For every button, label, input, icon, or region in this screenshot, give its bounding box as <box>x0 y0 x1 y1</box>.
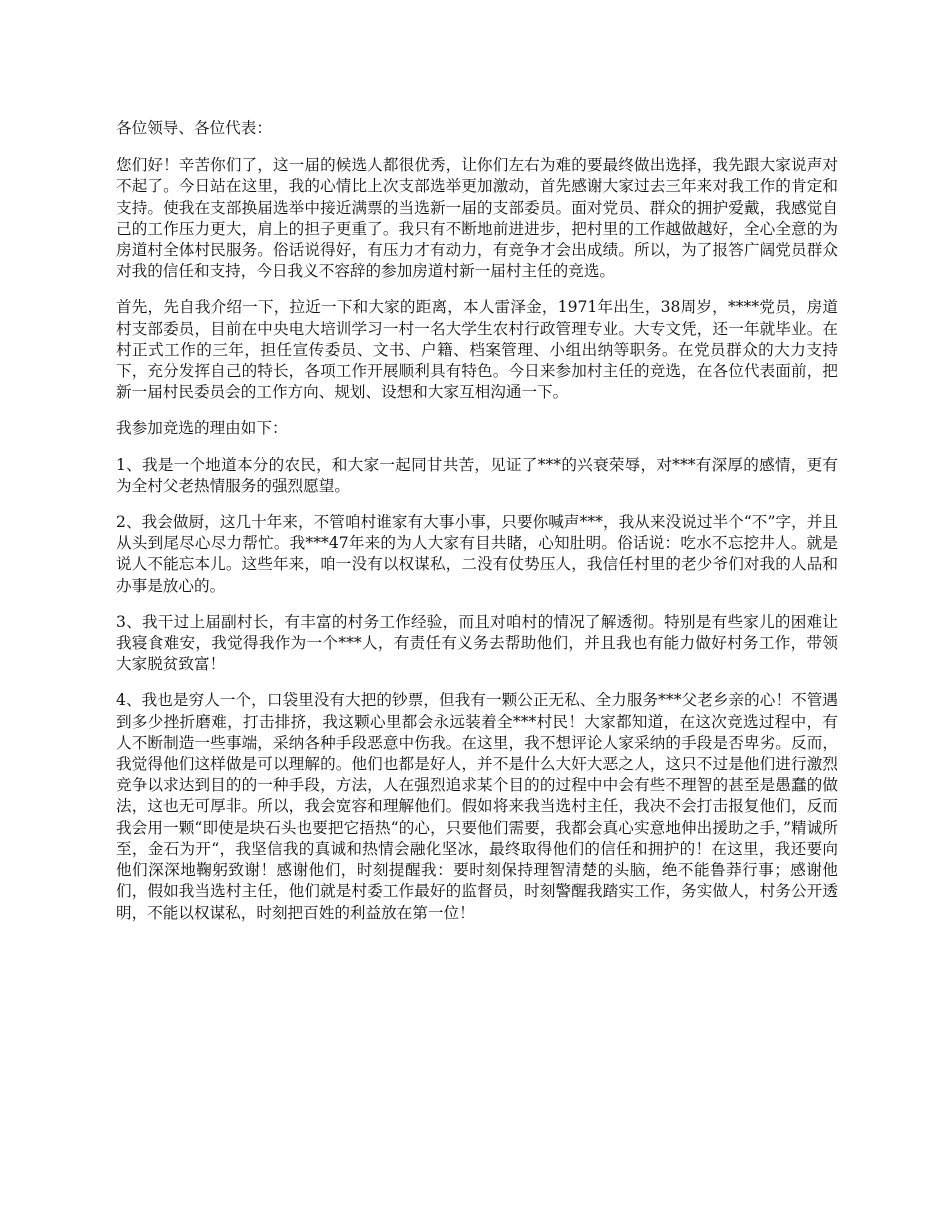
paragraph-reason-3: 3、我干过上届副村长，有丰富的村务工作经验，而且对咱村的情况了解透彻。特别是有些家儿的困难让我寝食难安，我觉得我作为一个***人，有责任有义务去帮助他们，并且我也有能力做好村务工作，带领大家脱贫致富！ <box>116 612 838 674</box>
paragraph-reasons-heading: 我参加竞选的理由如下： <box>116 419 288 438</box>
paragraph-reason-4: 4、我也是穷人一个，口袋里没有大把的钞票，但我有一颗公正无私、全力服务***父老乡亲的心！不管遇到多少挫折磨难，打击排挤，我这颗心里都会永远装着全***村民！大家都知道，在这次竞选过程中，有人不断制造一些事端，采纳各种手段恶意中伤我。在这里，我不想评论人家采纳的手段是否卑劣。反而，我觉得他们这样做是可以理解的。他们也都是好人，并不是什么大奸大恶之人，这只不过是他们进行激烈竞争以求达到目的的一种手段，方法，人在强烈追求某个目的的过程中中会有些不理智的甚至是愚蠢的做法，这也无可厚非。所以，我会宽容和理解他们。假如将来我当选村主任，我决不会打击报复他们，反而我会用一颗“即使是块石头也要把它捂热“的心，只要他们需要，我都会真心实意地伸出援助之手，”精诚所至，金石为开“，我坚信我的真诚和热情会融化坚冰，最终取得他们的信任和拥护的！在这里，我还要向他们深深地鞠躬致谢！感谢他们，时刻提醒我：要时刻保持理智清楚的头脑，绝不能鲁莽行事；感谢他们，假如我当选村主任，他们就是村委工作最好的监督员，时刻警醒我踏实工作，务实做人，村务公开透明，不能以权谋私，时刻把百姓的利益放在第一位！ <box>116 691 838 922</box>
document-body <box>116 118 838 939</box>
salutation: 各位领导、各位代表： <box>116 119 272 137</box>
paragraph-greeting: 您们好！辛苦你们了，这一届的候选人都很优秀，让你们左右为难的要最终做出选择，我先跟大家说声对不起了。今日站在这里，我的心情比上次支部选举更加激动，首先感谢大家过去三年来对我工作的肯定和支持。使我在支部换届选举中接近满票的当选新一届的支部委员。面对党员、群众的拥护爱戴，我感觉自己的工作压力更大，肩上的担子更重了。我只有不断地前进进步，把村里的工作越做越好，全心全意的为房道村全体村民服务。俗话说得好，有压力才有动力，有竞争才会出成绩。所以，为了报答广阔党员群众对我的信任和支持，今日我义不容辞的参加房道村新一届村主任的竞选。 <box>116 156 838 281</box>
paragraph-reason-2: 2、我会做厨，这几十年来，不管咱村谁家有大事小事，只要你喊声***，我从来没说过半个“不”字，并且从头到尾尽心尽力帮忙。我***47年来的为人大家有目共睹，心知肚明。俗话说：吃水不忘挖井人。就是说人不能忘本儿。这些年来，咱一没有以权谋私，二没有仗势压人，我信任村里的老少爷们对我的人品和办事是放心的。 <box>116 513 838 595</box>
paragraph-reason-1: 1、我是一个地道本分的农民，和大家一起同甘共苦，见证了***的兴衰荣辱，对***有深厚的感情，更有为全村父老热情服务的强烈愿望。 <box>116 455 838 495</box>
paragraph-self-introduction: 首先，先自我介绍一下，拉近一下和大家的距离，本人雷泽金，1971年出生，38周岁，****党员，房道村支部委员，目前在中央电大培训学习一村一名大学生农村行政管理专业。大专文凭，还一年就毕业。在村正式工作的三年，担任宣传委员、文书、户籍、档案管理、小组出纳等职务。在党员群众的大力支持下，充分发挥自己的特长，各项工作开展顺利具有特色。今日来参加村主任的竞选，在各位代表面前，把新一届村民委员会的工作方向、规划、设想和大家互相沟通一下。 <box>116 298 838 402</box>
